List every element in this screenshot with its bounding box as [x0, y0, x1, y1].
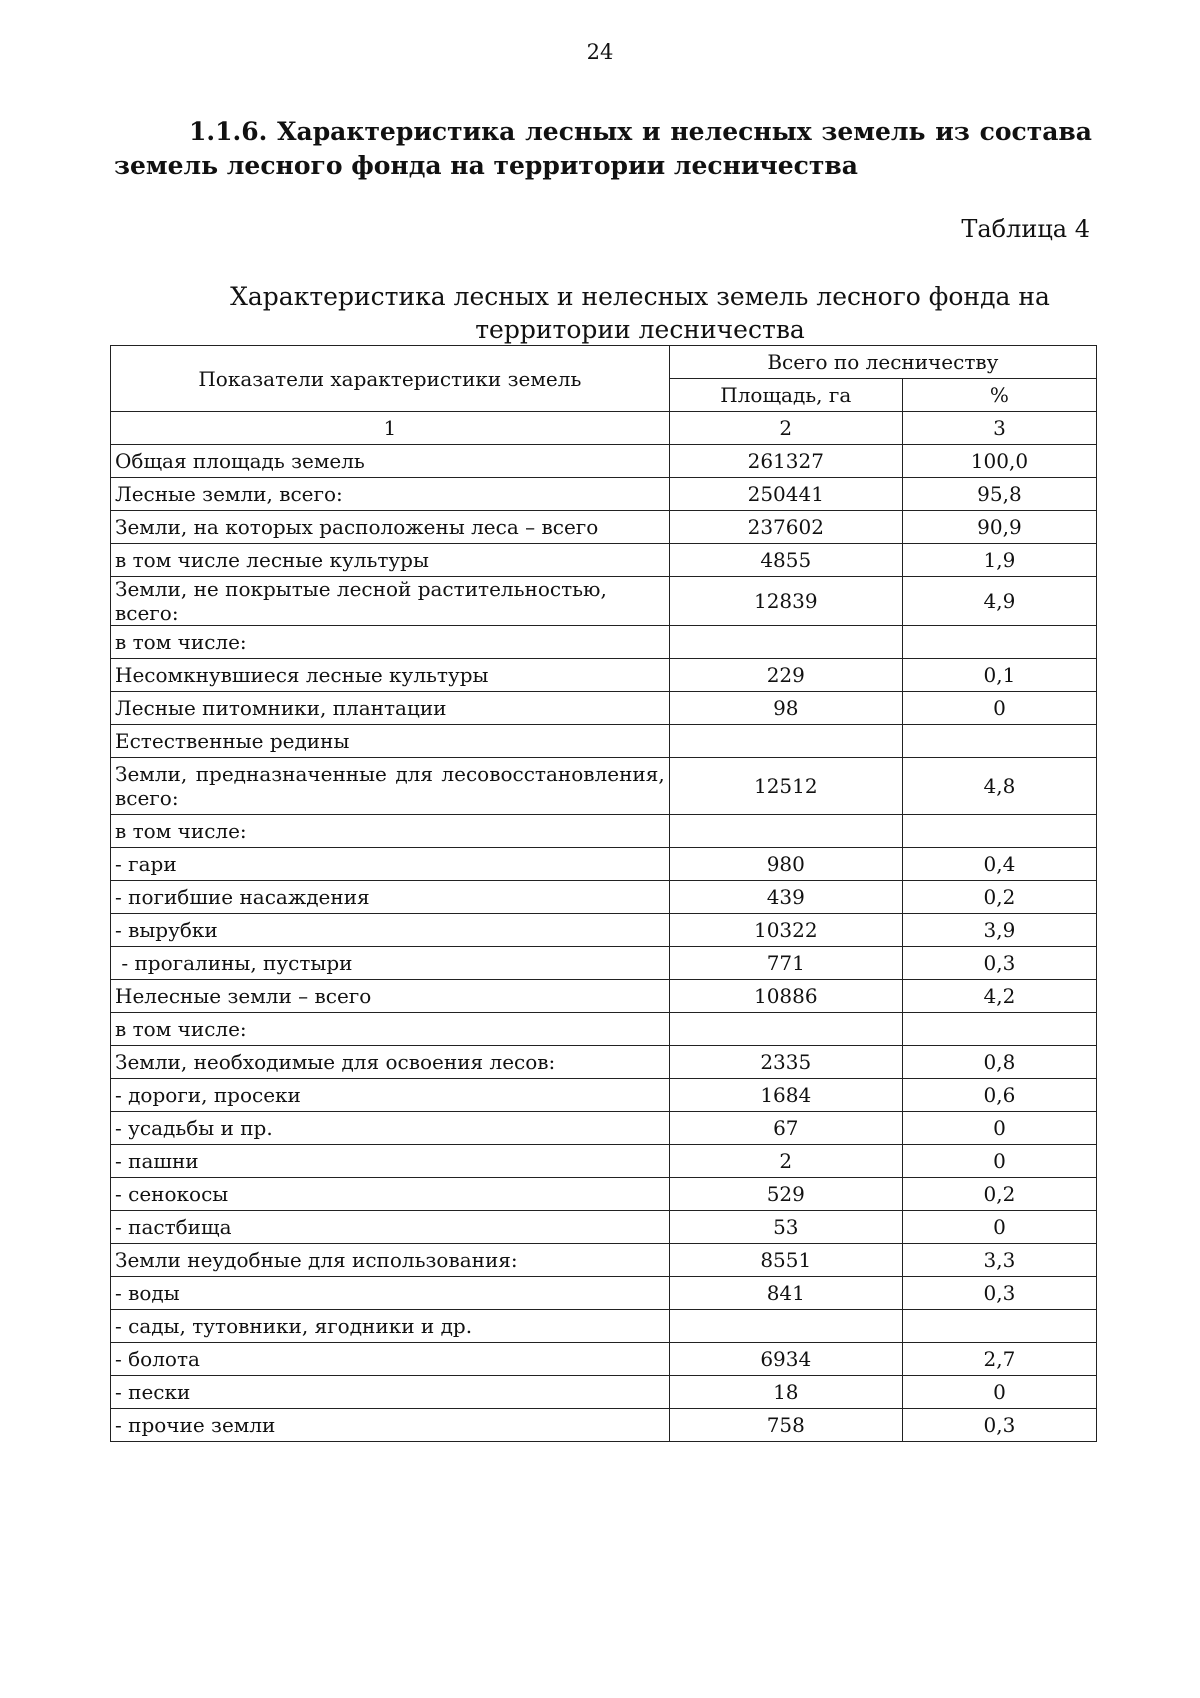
row-label: Общая площадь земель: [111, 445, 670, 478]
table-row: [111, 692, 1097, 725]
row-percent: 4,8: [902, 758, 1096, 815]
row-percent: 0,2: [902, 881, 1096, 914]
row-label: - дороги, просеки: [111, 1079, 670, 1112]
row-area: [669, 1013, 902, 1046]
table-body: [111, 445, 1097, 1442]
row-percent: 0,3: [902, 947, 1096, 980]
row-label: Лесные земли, всего:: [111, 478, 670, 511]
column-number-3: 3: [902, 412, 1096, 445]
row-percent: [902, 626, 1096, 659]
header-total: Всего по лесничеству: [669, 346, 1096, 379]
row-label: Земли неудобные для использования:: [111, 1244, 670, 1277]
row-area: 261327: [669, 445, 902, 478]
row-label: - прогалины, пустыри: [111, 947, 670, 980]
row-area: 758: [669, 1409, 902, 1442]
row-percent: 0: [902, 1211, 1096, 1244]
table-row: [111, 725, 1097, 758]
row-label: Нелесные земли – всего: [111, 980, 670, 1013]
row-label: - воды: [111, 1277, 670, 1310]
row-percent: 0,8: [902, 1046, 1096, 1079]
table-row: [111, 1244, 1097, 1277]
row-label: - прочие земли: [111, 1409, 670, 1442]
row-percent: 0,3: [902, 1409, 1096, 1442]
row-area: 2: [669, 1145, 902, 1178]
row-label: Земли, на которых расположены леса – всего: [111, 511, 670, 544]
row-label: - пашни: [111, 1145, 670, 1178]
row-percent: [902, 1013, 1096, 1046]
row-percent: 0,1: [902, 659, 1096, 692]
table-row: [111, 1376, 1097, 1409]
row-percent: 2,7: [902, 1343, 1096, 1376]
row-label: Земли, предназначенные для лесовосстановления, всего:: [111, 758, 670, 815]
row-percent: 0: [902, 1145, 1096, 1178]
header-area: Площадь, га: [669, 379, 902, 412]
table-row: [111, 881, 1097, 914]
row-area: [669, 1310, 902, 1343]
row-label: в том числе:: [111, 626, 670, 659]
table-row: [111, 1211, 1097, 1244]
header-percent: %: [902, 379, 1096, 412]
row-area: 12839: [669, 577, 902, 626]
column-numbers-row: [111, 412, 1097, 445]
row-label: Естественные редины: [111, 725, 670, 758]
table-row: [111, 1079, 1097, 1112]
row-percent: 0,3: [902, 1277, 1096, 1310]
row-area: [669, 725, 902, 758]
page-number: 24: [586, 40, 614, 64]
row-area: 237602: [669, 511, 902, 544]
row-label: - пески: [111, 1376, 670, 1409]
table-row: [111, 980, 1097, 1013]
row-percent: 95,8: [902, 478, 1096, 511]
table-row: [111, 914, 1097, 947]
row-percent: [902, 1310, 1096, 1343]
row-percent: 0,2: [902, 1178, 1096, 1211]
row-label: Земли, необходимые для освоения лесов:: [111, 1046, 670, 1079]
table-header: [111, 346, 1097, 445]
table-row: [111, 758, 1097, 815]
section-heading: 1.1.6. Характеристика лесных и нелесных земель из состава земель лесного фонда на территории лесничества: [114, 117, 1092, 180]
row-label: в том числе лесные культуры: [111, 544, 670, 577]
row-area: 529: [669, 1178, 902, 1211]
table-row: [111, 1112, 1097, 1145]
row-label: - пастбища: [111, 1211, 670, 1244]
row-area: 771: [669, 947, 902, 980]
row-percent: 100,0: [902, 445, 1096, 478]
land-characteristics-table: [110, 345, 1097, 1442]
row-percent: 4,9: [902, 577, 1096, 626]
row-area: 250441: [669, 478, 902, 511]
row-area: 10322: [669, 914, 902, 947]
row-area: 67: [669, 1112, 902, 1145]
row-area: 841: [669, 1277, 902, 1310]
row-area: [669, 815, 902, 848]
table-row: [111, 1145, 1097, 1178]
row-area: 53: [669, 1211, 902, 1244]
table-row: [111, 1046, 1097, 1079]
header-indicator: Показатели характеристики земель: [111, 346, 670, 412]
row-label: в том числе:: [111, 815, 670, 848]
row-percent: 0,4: [902, 848, 1096, 881]
table-number: Таблица 4: [961, 215, 1090, 243]
header-row-top: [111, 346, 1097, 379]
row-area: 4855: [669, 544, 902, 577]
row-label: - усадьбы и пр.: [111, 1112, 670, 1145]
row-percent: 0: [902, 692, 1096, 725]
row-percent: [902, 815, 1096, 848]
row-area: 18: [669, 1376, 902, 1409]
row-area: 10886: [669, 980, 902, 1013]
row-label: - сады, тутовники, ягодники и др.: [111, 1310, 670, 1343]
table-row: [111, 947, 1097, 980]
table-row: [111, 1343, 1097, 1376]
table-row: [111, 577, 1097, 626]
table-row: [111, 1178, 1097, 1211]
row-percent: 0: [902, 1376, 1096, 1409]
row-area: 12512: [669, 758, 902, 815]
table-row: [111, 445, 1097, 478]
table-row: [111, 478, 1097, 511]
row-area: 98: [669, 692, 902, 725]
table-row: [111, 815, 1097, 848]
column-number-2: 2: [669, 412, 902, 445]
row-label: - вырубки: [111, 914, 670, 947]
row-label: Земли, не покрытые лесной растительностью, всего:: [111, 577, 670, 626]
row-label: Лесные питомники, плантации: [111, 692, 670, 725]
table-row: [111, 1013, 1097, 1046]
table-row: [111, 1409, 1097, 1442]
table-row: [111, 848, 1097, 881]
row-area: 8551: [669, 1244, 902, 1277]
row-percent: [902, 725, 1096, 758]
row-percent: 4,2: [902, 980, 1096, 1013]
row-area: [669, 626, 902, 659]
table-row: [111, 544, 1097, 577]
column-number-1: 1: [111, 412, 670, 445]
row-percent: 3,3: [902, 1244, 1096, 1277]
row-area: 6934: [669, 1343, 902, 1376]
row-area: 2335: [669, 1046, 902, 1079]
row-percent: 0: [902, 1112, 1096, 1145]
row-percent: 0,6: [902, 1079, 1096, 1112]
row-label: - сенокосы: [111, 1178, 670, 1211]
row-area: 1684: [669, 1079, 902, 1112]
table-row: [111, 626, 1097, 659]
row-label: - болота: [111, 1343, 670, 1376]
table-row: [111, 1277, 1097, 1310]
table-caption: Характеристика лесных и нелесных земель лесного фонда на территории лесничества: [230, 282, 1050, 344]
row-area: 229: [669, 659, 902, 692]
row-percent: 1,9: [902, 544, 1096, 577]
row-area: 439: [669, 881, 902, 914]
row-label: - гари: [111, 848, 670, 881]
row-area: 980: [669, 848, 902, 881]
row-label: - погибшие насаждения: [111, 881, 670, 914]
row-label: в том числе:: [111, 1013, 670, 1046]
row-percent: 3,9: [902, 914, 1096, 947]
row-label: Несомкнувшиеся лесные культуры: [111, 659, 670, 692]
row-percent: 90,9: [902, 511, 1096, 544]
table-row: [111, 1310, 1097, 1343]
table-row: [111, 659, 1097, 692]
table-row: [111, 511, 1097, 544]
